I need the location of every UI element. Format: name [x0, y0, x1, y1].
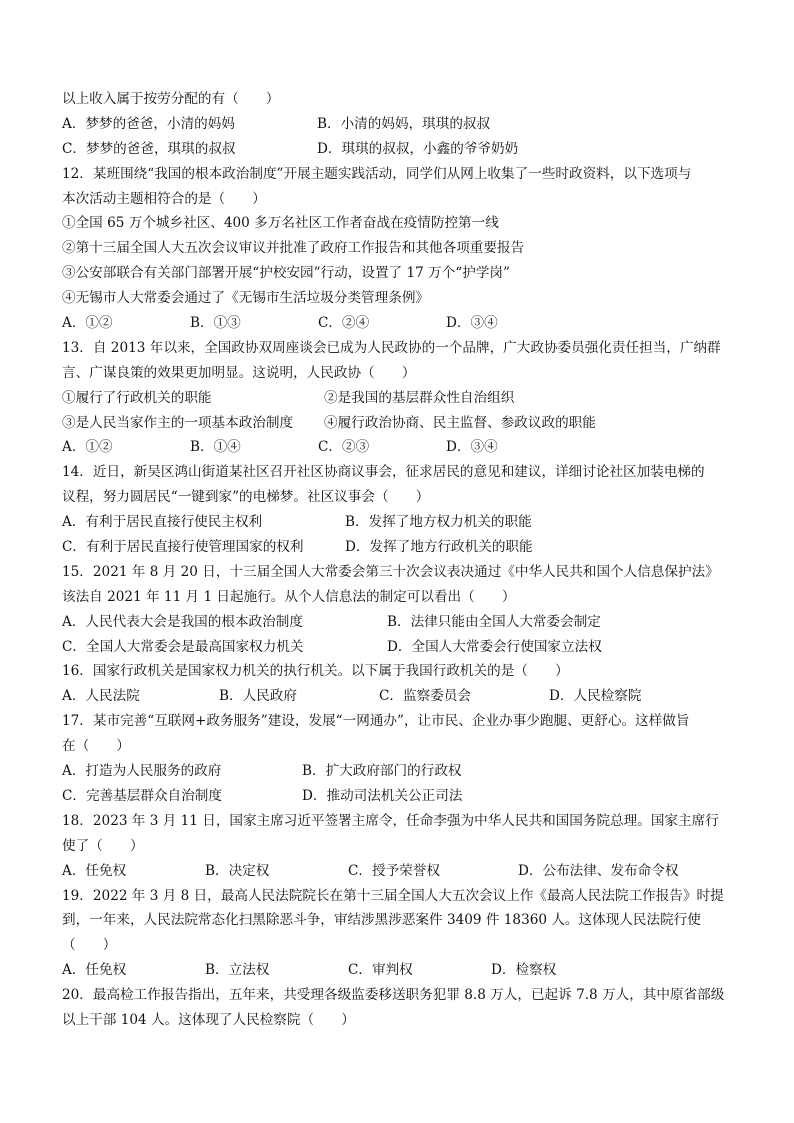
q15-options-row2 [62, 635, 742, 660]
q18-stem-line2: 使了（ ） [62, 837, 144, 854]
q18-options [62, 859, 742, 884]
q16-stem: 16．国家行政机关是国家权力机关的执行机关。以下属于我国行政机关的是（ ） [62, 663, 569, 680]
q15-option-b: B．法律只能由全国人大常委会制定 [387, 613, 601, 630]
q17-stem-line1: 17．某市完善“互联网+政务服务”建设，发展“一网通办”，让市民、企业办事少跑腿、更舒心。这样做旨 [62, 713, 690, 730]
q13-item-3: ③是人民当家作主的一项基本政治制度 [62, 414, 294, 431]
q15-option-d: D．全国人大常委会行使国家立法权 [387, 638, 602, 655]
q11-options-row2 [62, 137, 742, 162]
q19-stem-line2: 到，一年来，人民法院常态化扫黑除恶斗争，审结涉黑涉恶案件 3409 件 18360 人。这体现人民法院行使 [62, 912, 701, 929]
q17-options-row2 [62, 784, 742, 809]
q15-options-row1 [62, 610, 742, 635]
q19-stem-line3: （ ） [62, 937, 117, 954]
q17-option-b: B．扩大政府部门的行政权 [302, 763, 462, 780]
q15-stem-line2: 该法自 2021 年 11 月 1 日起施行。从个人信息法的制定可以看出（ ） [62, 588, 516, 605]
q11-option-a: A．梦梦的爸爸，小清的妈妈 [62, 115, 235, 132]
q14-stem-line2: 议程，努力圆居民“一键到家”的电梯梦。社区议事会（ ） [62, 489, 430, 506]
q14-option-c: C．有利于居民直接行使管理国家的权利 [62, 539, 304, 556]
q11-option-c: C．梦梦的爸爸，琪琪的叔叔 [62, 140, 236, 157]
q17-options-row1 [62, 759, 742, 784]
q13-items-row1 [62, 386, 742, 411]
q16-option-b: B．人民政府 [219, 688, 297, 705]
q16-option-a: A．人民法院 [62, 688, 140, 705]
q19-option-b: B．立法权 [205, 962, 270, 979]
q12-option-c: C．②④ [318, 315, 370, 332]
q12-option-a: A．①② [62, 315, 113, 332]
q14-options-row1 [62, 510, 742, 535]
q13-item-2: ②是我国的基层群众性自治组织 [324, 389, 515, 406]
q11-option-d: D．琪琪的叔叔，小鑫的爷爷奶奶 [317, 140, 519, 157]
q13-item-4: ④履行政治协商、民主监督、参政议政的职能 [324, 414, 596, 431]
q20-stem-line1: 20．最高检工作报告指出，五年来，共受理各级监委移送职务犯罪 8.8 万人，已起诉 7.8 万人，其中原省部级 [62, 987, 725, 1004]
q13-stem-line2: 言、广谋良策的效果更加明显。这说明，人民政协（ ） [62, 364, 416, 381]
q14-option-b: B．发挥了地方权力机关的职能 [345, 514, 532, 531]
q12-item-4: ④无锡市人大常委会通过了《无锡市生活垃圾分类管理条例》 [62, 290, 430, 307]
q17-option-a: A．打造为人民服务的政府 [62, 763, 222, 780]
q12-option-d: D．③④ [446, 315, 498, 332]
q18-option-a: A．任免权 [62, 862, 127, 879]
q14-stem-line1: 14．近日，新吴区鸿山街道某社区召开社区协商议事会，征求居民的意见和建议，详细讨论社区加装电梯的 [62, 464, 705, 481]
q17-stem-line2: 在（ ） [62, 738, 130, 755]
q12-options [62, 311, 742, 336]
q19-stem-line1: 19．2022 年 3 月 8 日，最高人民法院院长在第十三届全国人大五次会议上作《最高人民法院工作报告》时提 [62, 887, 724, 904]
q13-option-d: D．③④ [446, 439, 498, 456]
q19-options [62, 958, 742, 983]
q11-option-b: B．小清的妈妈，琪琪的叔叔 [317, 115, 491, 132]
q14-options-row2 [62, 535, 742, 560]
q11-stem-tail: 以上收入属于按劳分配的有（ ） [62, 91, 280, 107]
q20-stem-line2: 以上干部 104 人。这体现了人民检察院（ ） [62, 1011, 355, 1028]
q16-option-c: C．监察委员会 [379, 688, 471, 705]
q19-option-a: A．任免权 [62, 962, 127, 979]
q13-stem-line1: 13．自 2013 年以来，全国政协双周座谈会已成为人民政协的一个品牌，广大政协委员强化责任担当，广纳群 [62, 339, 721, 356]
q16-options [62, 684, 742, 709]
q15-option-c: C．全国人大常委会是最高国家权力机关 [62, 638, 304, 655]
q19-option-c: C．审判权 [348, 962, 413, 979]
q13-item-1: ①履行了行政机关的职能 [62, 389, 212, 406]
q11-options-row1 [62, 112, 742, 137]
q13-option-b: B．①④ [190, 439, 241, 456]
page-content [62, 87, 742, 1033]
q12-item-3: ③公安部联合有关部门部署开展“护校安园”行动，设置了 17 万个“护学岗” [62, 265, 510, 282]
q12-option-b: B．①③ [190, 315, 241, 332]
q13-option-a: A．①② [62, 439, 113, 456]
q12-stem-line1: 12．某班围绕“我国的根本政治制度”开展主题实践活动，同学们从网上收集了一些时政资料，以下选项与 [62, 165, 692, 182]
q13-options [62, 435, 742, 460]
q16-option-d: D．人民检察院 [549, 688, 642, 705]
q19-option-d: D．检察权 [491, 962, 557, 979]
q14-option-a: A．有利于居民直接行使民主权利 [62, 514, 263, 531]
q15-option-a: A．人民代表大会是我国的根本政治制度 [62, 613, 303, 630]
q12-item-1: ①全国 65 万个城乡社区、400 多万名社区工作者奋战在疫情防控第一线 [62, 215, 499, 232]
q13-items-row2 [62, 411, 742, 436]
q18-option-d: D．公布法律、发布命令权 [518, 862, 679, 879]
q13-option-c: C．②③ [318, 439, 370, 456]
q18-option-c: C．授予荣誉权 [348, 862, 440, 879]
q18-stem-line1: 18．2023 年 3 月 11 日，国家主席习近平签署主席令，任命李强为中华人民共和国国务院总理。国家主席行 [62, 812, 719, 829]
q12-item-2: ②第十三届全国人大五次会议审议并批准了政府工作报告和其他各项重要报告 [62, 240, 525, 257]
q12-stem-line2: 本次活动主题相符合的是（ ） [62, 190, 266, 207]
q15-stem-line1: 15．2021 年 8 月 20 日，十三届全国人大常委会第三十次会议表决通过《中华人民共和国个人信息保护法》 [62, 563, 719, 580]
q18-option-b: B．决定权 [205, 862, 270, 879]
q14-option-d: D．发挥了地方行政机关的职能 [345, 539, 533, 556]
q17-option-d: D．推动司法机关公正司法 [302, 787, 463, 804]
q17-option-c: C．完善基层群众自治制度 [62, 787, 222, 804]
